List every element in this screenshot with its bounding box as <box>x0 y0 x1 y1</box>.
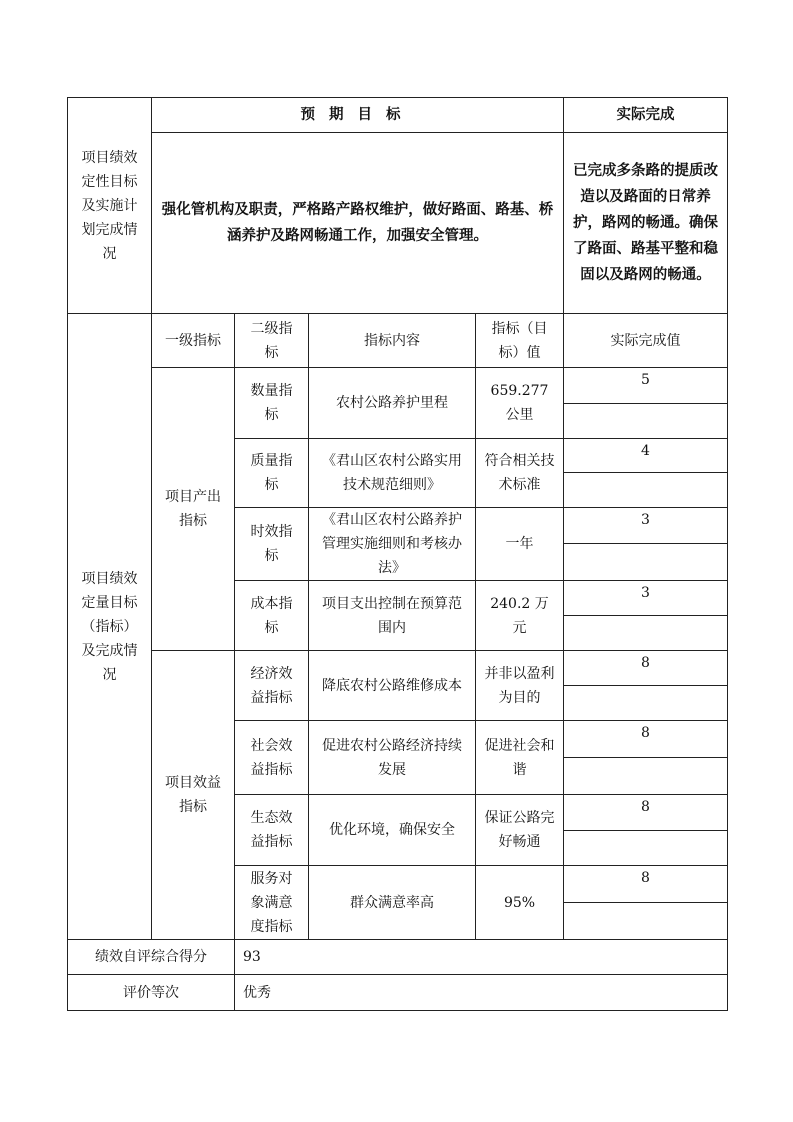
actual-value-blank <box>564 758 728 795</box>
indicator-target: 240.2 万元 <box>476 581 564 651</box>
level2-indicator: 社会效益指标 <box>235 721 309 795</box>
indicator-target: 659.277公里 <box>476 368 564 439</box>
header-level1: 一级指标 <box>152 314 235 368</box>
indicator-content: 群众满意率高 <box>309 866 476 940</box>
indicator-target: 保证公路完好畅通 <box>476 795 564 866</box>
indicator-content: 《君山区农村公路养护管理实施细则和考核办法》 <box>309 508 476 581</box>
indicator-content: 促进农村公路经济持续发展 <box>309 721 476 795</box>
actual-value: 5 <box>564 368 728 404</box>
score-label: 绩效自评综合得分 <box>68 940 235 975</box>
level2-indicator: 生态效益指标 <box>235 795 309 866</box>
header-target: 指标（目标）值 <box>476 314 564 368</box>
grade-value: 优秀 <box>235 975 728 1011</box>
indicator-target: 符合相关技术标准 <box>476 439 564 508</box>
indicator-target: 并非以盈利为目的 <box>476 651 564 721</box>
expected-text: 强化管机构及职责，严格路产路权维护，做好路面、路基、桥涵养护及路网畅通工作，加强安全管理。 <box>152 133 564 314</box>
actual-text: 已完成多条路的提质改造以及路面的日常养护，路网的畅通。确保了路面、路基平整和稳固以及路网的畅通。 <box>564 133 728 314</box>
level2-indicator: 时效指标 <box>235 508 309 581</box>
indicator-target: 一年 <box>476 508 564 581</box>
actual-value-blank <box>564 404 728 439</box>
actual-value-blank <box>564 616 728 651</box>
level2-indicator: 数量指标 <box>235 368 309 439</box>
level1-indicator: 项目产出指标 <box>152 368 235 651</box>
indicator-content: 降底农村公路维修成本 <box>309 651 476 721</box>
indicator-target: 促进社会和谐 <box>476 721 564 795</box>
indicator-content: 项目支出控制在预算范围内 <box>309 581 476 651</box>
actual-value: 8 <box>564 721 728 758</box>
level2-indicator: 经济效益指标 <box>235 651 309 721</box>
actual-value: 8 <box>564 795 728 831</box>
actual-value-blank <box>564 473 728 508</box>
indicator-content: 《君山区农村公路实用技术规范细则》 <box>309 439 476 508</box>
level2-indicator: 服务对象满意度指标 <box>235 866 309 940</box>
expected-header: 预期目标 <box>152 98 564 133</box>
performance-table <box>67 97 728 1011</box>
score-value: 93 <box>235 940 728 975</box>
actual-value-blank <box>564 831 728 866</box>
actual-value: 3 <box>564 581 728 616</box>
header-actual: 实际完成值 <box>564 314 728 368</box>
actual-value: 4 <box>564 439 728 473</box>
header-level2: 二级指标 <box>235 314 309 368</box>
indicator-content: 农村公路养护里程 <box>309 368 476 439</box>
actual-value-blank <box>564 686 728 721</box>
qualitative-label: 项目绩效定性目标及实施计划完成情况 <box>68 98 152 314</box>
level2-indicator: 成本指标 <box>235 581 309 651</box>
quantitative-label: 项目绩效定量目标（指标）及完成情况 <box>68 314 152 940</box>
level1-indicator: 项目效益指标 <box>152 651 235 940</box>
actual-value-blank <box>564 543 728 580</box>
actual-value-blank <box>564 903 728 940</box>
actual-value: 3 <box>564 508 728 544</box>
actual-header: 实际完成 <box>564 98 728 133</box>
indicator-content: 优化环境，确保安全 <box>309 795 476 866</box>
indicator-target: 95% <box>476 866 564 940</box>
grade-label: 评价等次 <box>68 975 235 1011</box>
actual-value: 8 <box>564 866 728 903</box>
level2-indicator: 质量指标 <box>235 439 309 508</box>
header-content: 指标内容 <box>309 314 476 368</box>
actual-value: 8 <box>564 651 728 686</box>
